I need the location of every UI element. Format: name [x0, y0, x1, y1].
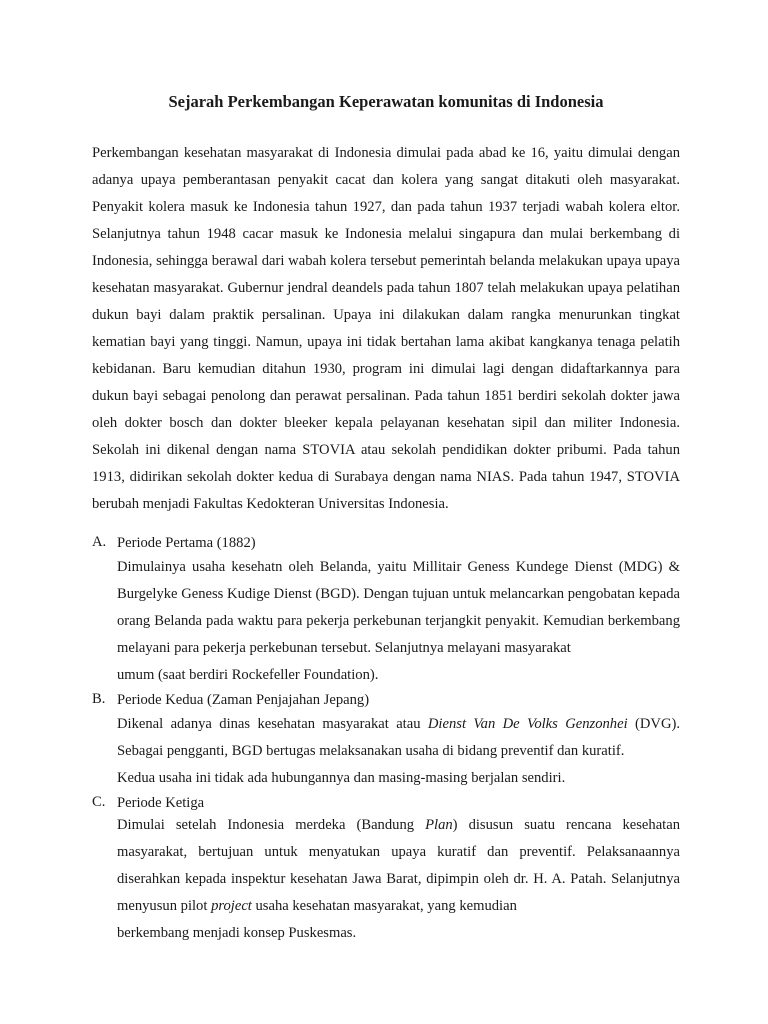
intro-paragraph: Perkembangan kesehatan masyarakat di Indonesia dimulai pada abad ke 16, yaitu dimulai dengan adanya upaya pemberantasan penyakit cacat dan kolera yang sangat ditakuti oleh masyarakat. Penyakit kolera masuk ke Indonesia tahun 1927, dan pada tahun 1937 terjadi wabah kolera eltor. Selanjutnya tahun 1948 cacar masuk ke Indonesia melalui singapura dan mulai berkembang di Indonesia, sehingga berawal dari wabah kolera tersebut pemerintah belanda melakukan upaya upaya kesehatan masyarakat. Gubernur jendral deandels pada tahun 1807 telah melakukan upaya pelatihan dukun bayi dalam praktik persalinan. Upaya ini dilakukan dalam rangka menurunkan tingkat kematian bayi yang tinggi. Namun, upaya ini tidak bertahan lama akibat kangkanya tenaga pelatih kebidanan. Baru kemudian ditahun 1930, program ini dimulai lagi dengan didaftarkannya para dukun bayi sebagai penolong dan perawat persalinan. Pada tahun 1851 berdiri sekolah dokter jawa oleh dokter bosch dan dokter bleeker kepala pelayanan kesehatan sipil dan militer Indonesia. Sekolah ini dikenal dengan nama STOVIA atau sekolah pendidikan dokter pribumi. Pada tahun 1913, didirikan sekolah dokter kedua di Surabaya dengan nama NIAS. Pada tahun 1947, STOVIA berubah menjadi Fakultas Kedokteran Universitas Indonesia. — [92, 145, 680, 512]
period-list — [92, 534, 680, 947]
period-body — [117, 812, 680, 947]
period-body-text: (DVG). Sebagai pengganti, BGD bertugas melaksanakan usaha di bidang preventif dan kuratif. — [117, 716, 681, 759]
period-body-text: Dimulainya usaha kesehatn oleh Belanda, yaitu Millitair Geness Kundege Dienst (MDG) & Burgelyke Geness Kudige Dienst (BGD). Dengan tujuan untuk melancarkan pengobatan kepada orang Belanda pada waktu para pekerja perkebunan terjangkit penyakit. Kemudian berkembang melayani para pekerja perkebunan tersebut. Selanjutnya melayani masyarakat — [117, 559, 680, 656]
period-body-text: Dikenal adanya dinas kesehatan masyarakat atau — [117, 716, 428, 732]
period-body — [117, 711, 680, 792]
list-item-period-b — [92, 691, 680, 792]
list-marker: B. — [92, 691, 106, 707]
period-heading: Periode Pertama (1882) — [117, 535, 256, 551]
period-body-text: usaha kesehatan masyarakat, yang kemudian — [251, 898, 517, 914]
period-body-text: Dimulai setelah Indonesia merdeka (Bandung — [117, 817, 426, 833]
period-body-italic: Plan — [425, 817, 453, 833]
period-body-last-line: umum (saat berdiri Rockefeller Foundation). — [117, 667, 379, 683]
list-item-period-c — [92, 794, 680, 947]
list-marker: A. — [92, 534, 107, 550]
period-body-last-line: Kedua usaha ini tidak ada hubungannya dan masing-masing berjalan sendiri. — [117, 770, 566, 786]
period-body-text: ) disusun suatu rencana kesehatan masyarakat, bertujuan untuk menyatukan upaya kuratif dan preventif. Pelaksanaannya diserahkan kepada inspektur kesehatan Jawa Barat, dipimpin oleh dr. H. A. Patah. Selanjutnya menyusun pilot — [117, 817, 680, 914]
period-body-italic: Dienst Van De Volks Genzonhei — [427, 716, 628, 732]
period-body — [117, 554, 680, 689]
list-item-period-a — [92, 534, 680, 689]
period-heading: Periode Kedua (Zaman Penjajahan Jepang) — [117, 692, 370, 708]
list-marker: C. — [92, 794, 106, 810]
period-body-italic: project — [211, 898, 252, 914]
document-title: Sejarah Perkembangan Keperawatan komunitas di Indonesia — [168, 92, 604, 111]
period-body-last-line: berkembang menjadi konsep Puskesmas. — [117, 925, 357, 941]
period-heading: Periode Ketiga — [117, 795, 205, 811]
